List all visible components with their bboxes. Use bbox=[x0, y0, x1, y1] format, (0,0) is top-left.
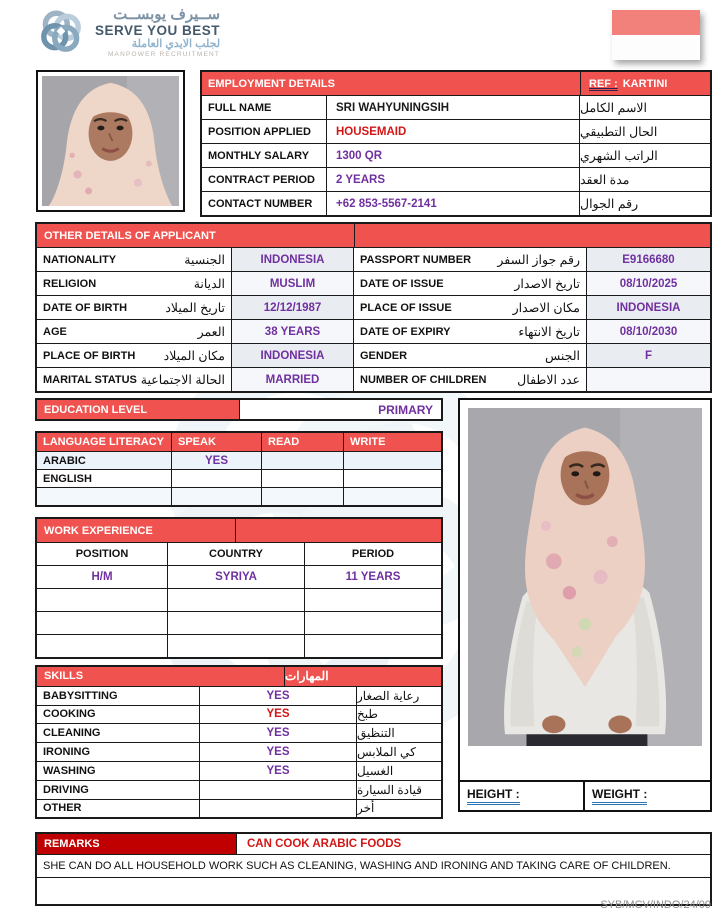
ref-value: KARTINI bbox=[622, 77, 668, 90]
employment-details-table bbox=[200, 70, 712, 217]
column-read: READ bbox=[262, 433, 344, 451]
field-label-arabic: رقم الجوال bbox=[580, 197, 639, 211]
skill-label: OTHER bbox=[37, 800, 200, 818]
field-label: PASSPORT NUMBER رقم جواز السفر bbox=[354, 248, 587, 271]
field-label-arabic: مكان الميلاد bbox=[163, 349, 225, 363]
field-label-arabic: رقم جواز السفر bbox=[497, 253, 580, 267]
field-label-arabic: تاريخ الاصدار bbox=[514, 277, 580, 291]
skill-label: BABYSITTING bbox=[37, 687, 200, 705]
field-label-arabic: مكان الاصدار bbox=[512, 301, 580, 315]
work-experience-header-right bbox=[235, 519, 441, 542]
skills-header-arabic: المهارات bbox=[285, 667, 441, 686]
language-name bbox=[37, 488, 172, 505]
full-body-photo bbox=[468, 408, 702, 746]
column-speak: SPEAK bbox=[172, 433, 262, 451]
field-label-arabic: تاريخ الانتهاء bbox=[518, 325, 580, 339]
field-label-arabic: الراتب الشهري bbox=[580, 149, 658, 163]
employment-details-header: EMPLOYMENT DETAILS bbox=[202, 72, 580, 95]
field-value: E9166680 bbox=[587, 248, 710, 271]
field-value: 2 YEARS bbox=[327, 168, 580, 191]
other-details-table bbox=[35, 222, 712, 393]
speak-value: YES bbox=[172, 452, 262, 469]
field-label-arabic: مدة العقد bbox=[580, 173, 630, 187]
skill-label: COOKING bbox=[37, 706, 200, 724]
other-details-header: OTHER DETAILS OF APPLICANT bbox=[37, 224, 354, 247]
field-label: NATIONALITY الجنسية bbox=[37, 248, 232, 271]
field-value: 12/12/1987 bbox=[232, 296, 354, 319]
skills-header: SKILLS bbox=[37, 667, 285, 686]
skill-value bbox=[200, 781, 357, 799]
weight-cell bbox=[585, 782, 710, 810]
field-label: RELIGION الديانة bbox=[37, 272, 232, 295]
country-value bbox=[168, 589, 305, 611]
field-label: PLACE OF BIRTH مكان الميلاد bbox=[37, 344, 232, 367]
remarks-text: SHE CAN DO ALL HOUSEHOLD WORK SUCH AS CLEANING, WASHING AND IRONING AND TAKING CARE OF CHILDREN. bbox=[37, 854, 710, 877]
work-experience-table bbox=[35, 517, 443, 659]
agency-logo bbox=[36, 5, 220, 59]
indonesia-flag bbox=[612, 10, 700, 60]
field-label-arabic: عدد الاطفال bbox=[517, 373, 580, 387]
field-value: 08/10/2025 bbox=[587, 272, 710, 295]
document-code: SYB/MCV/INDO/24/09 bbox=[600, 899, 711, 911]
height-cell bbox=[460, 782, 585, 810]
position-value bbox=[37, 635, 168, 657]
write-value bbox=[344, 470, 441, 487]
work-experience-header: WORK EXPERIENCE bbox=[37, 519, 235, 542]
field-value: MARRIED bbox=[232, 368, 354, 391]
remarks-header: REMARKS bbox=[37, 834, 237, 854]
field-label: FULL NAME bbox=[202, 96, 327, 119]
field-label: MONTHLY SALARY bbox=[202, 144, 327, 167]
skill-value bbox=[200, 800, 357, 818]
applicant-photo-small bbox=[36, 70, 185, 212]
skill-value: YES bbox=[200, 706, 357, 724]
period-value bbox=[305, 589, 441, 611]
flag-white-stripe bbox=[612, 35, 700, 60]
education-level-value: PRIMARY bbox=[378, 402, 433, 417]
field-label: DATE OF EXPIRY تاريخ الانتهاء bbox=[354, 320, 587, 343]
field-label: NUMBER OF CHILDREN عدد الاطفال bbox=[354, 368, 587, 391]
other-details-header-right bbox=[354, 224, 710, 247]
field-label: POSITION APPLIED bbox=[202, 120, 327, 143]
skills-table bbox=[35, 665, 443, 819]
agency-name-arabic: ســيرف يوبســت bbox=[113, 5, 221, 23]
height-weight-row bbox=[460, 780, 710, 810]
applicant-photo-large bbox=[468, 408, 702, 746]
field-value: HOUSEMAID bbox=[327, 120, 580, 143]
field-value: INDONESIA bbox=[232, 344, 354, 367]
write-value bbox=[344, 488, 441, 505]
field-label-arabic: الديانة bbox=[193, 277, 225, 291]
field-label-arabic: تاريخ الميلاد bbox=[165, 301, 225, 315]
read-value bbox=[262, 470, 344, 487]
education-level-bar bbox=[35, 398, 443, 421]
field-value: 38 YEARS bbox=[232, 320, 354, 343]
field-value: 08/10/2030 bbox=[587, 320, 710, 343]
field-label: PLACE OF ISSUE مكان الاصدار bbox=[354, 296, 587, 319]
agency-logo-icon bbox=[36, 5, 86, 59]
skill-label: WASHING bbox=[37, 762, 200, 780]
skill-label-arabic: طبخ bbox=[357, 707, 378, 722]
speak-value bbox=[172, 488, 262, 505]
read-value bbox=[262, 452, 344, 469]
language-literacy-header: LANGUAGE LITERACY bbox=[37, 433, 172, 451]
country-value: SYRIYA bbox=[168, 566, 305, 588]
field-label: DATE OF BIRTH تاريخ الميلاد bbox=[37, 296, 232, 319]
photo-panel-spacer bbox=[460, 746, 710, 780]
field-value: 1300 QR bbox=[327, 144, 580, 167]
language-name: ARABIC bbox=[37, 452, 172, 469]
skill-label-arabic: الغسيل bbox=[357, 763, 394, 778]
education-level-label: EDUCATION LEVEL bbox=[37, 400, 240, 419]
period-value bbox=[305, 635, 441, 657]
speak-value bbox=[172, 470, 262, 487]
field-label: CONTRACT PERIOD bbox=[202, 168, 327, 191]
weight-label: WEIGHT : bbox=[592, 787, 647, 805]
column-write: WRITE bbox=[344, 433, 441, 451]
skill-value: YES bbox=[200, 743, 357, 761]
country-value bbox=[168, 612, 305, 634]
write-value bbox=[344, 452, 441, 469]
field-label: MARITAL STATUS الحالة الاجتماعية bbox=[37, 368, 232, 391]
field-label-arabic: الاسم الكامل bbox=[580, 101, 648, 115]
ref-label: REF : bbox=[589, 77, 618, 90]
period-value bbox=[305, 612, 441, 634]
column-country: COUNTRY bbox=[168, 543, 305, 565]
skill-label-arabic: قيادة السيارة bbox=[357, 782, 423, 797]
position-value bbox=[37, 589, 168, 611]
skill-label: IRONING bbox=[37, 743, 200, 761]
field-value: INDONESIA bbox=[232, 248, 354, 271]
skill-label-arabic: كي الملابس bbox=[357, 745, 416, 760]
field-value: F bbox=[587, 344, 710, 367]
applicant-photo-panel bbox=[458, 398, 712, 812]
column-position: POSITION bbox=[37, 543, 168, 565]
portrait-photo bbox=[42, 76, 179, 206]
flag-red-stripe bbox=[612, 10, 700, 35]
field-label: DATE OF ISSUE تاريخ الاصدار bbox=[354, 272, 587, 295]
field-label-arabic: الجنس bbox=[544, 349, 580, 363]
field-label: AGE العمر bbox=[37, 320, 232, 343]
field-label-arabic: الجنسية bbox=[184, 253, 225, 267]
skill-value: YES bbox=[200, 762, 357, 780]
field-value: MUSLIM bbox=[232, 272, 354, 295]
column-period: PERIOD bbox=[351, 548, 395, 560]
language-literacy-table bbox=[35, 431, 443, 507]
agency-tagline-arabic: لجلب الايدي العاملة bbox=[131, 38, 221, 51]
field-value: INDONESIA bbox=[587, 296, 710, 319]
field-label-arabic: الحال التطبيقي bbox=[580, 125, 658, 139]
agency-name: SERVE YOU BEST bbox=[95, 22, 221, 38]
field-value: +62 853-5567-2141 bbox=[327, 192, 580, 215]
period-value: 11 YEARS bbox=[345, 571, 401, 583]
field-label-arabic: الحالة الاجتماعية bbox=[140, 373, 225, 387]
remarks-section bbox=[35, 832, 712, 906]
position-value bbox=[37, 612, 168, 634]
skill-value: YES bbox=[200, 687, 357, 705]
skill-label-arabic: أخر bbox=[357, 801, 375, 816]
country-value bbox=[168, 635, 305, 657]
skill-label-arabic: التنظيق bbox=[357, 726, 395, 741]
position-value: H/M bbox=[37, 566, 168, 588]
remarks-highlight: CAN COOK ARABIC FOODS bbox=[247, 838, 402, 850]
skill-label-arabic: رعاية الصغار bbox=[357, 688, 420, 703]
field-value: SRI WAHYUNINGSIH bbox=[327, 96, 580, 119]
read-value bbox=[262, 488, 344, 505]
agency-tagline: MANPOWER RECRUITMENT bbox=[107, 50, 221, 58]
field-label-arabic: العمر bbox=[197, 325, 225, 339]
field-label: GENDER الجنس bbox=[354, 344, 587, 367]
height-label: HEIGHT : bbox=[467, 787, 520, 805]
skill-label: DRIVING bbox=[37, 781, 200, 799]
language-name: ENGLISH bbox=[37, 470, 172, 487]
skill-label: CLEANING bbox=[37, 724, 200, 742]
field-label: CONTACT NUMBER bbox=[202, 192, 327, 215]
skill-value: YES bbox=[200, 724, 357, 742]
ref-header bbox=[580, 72, 710, 95]
field-value bbox=[587, 368, 710, 391]
